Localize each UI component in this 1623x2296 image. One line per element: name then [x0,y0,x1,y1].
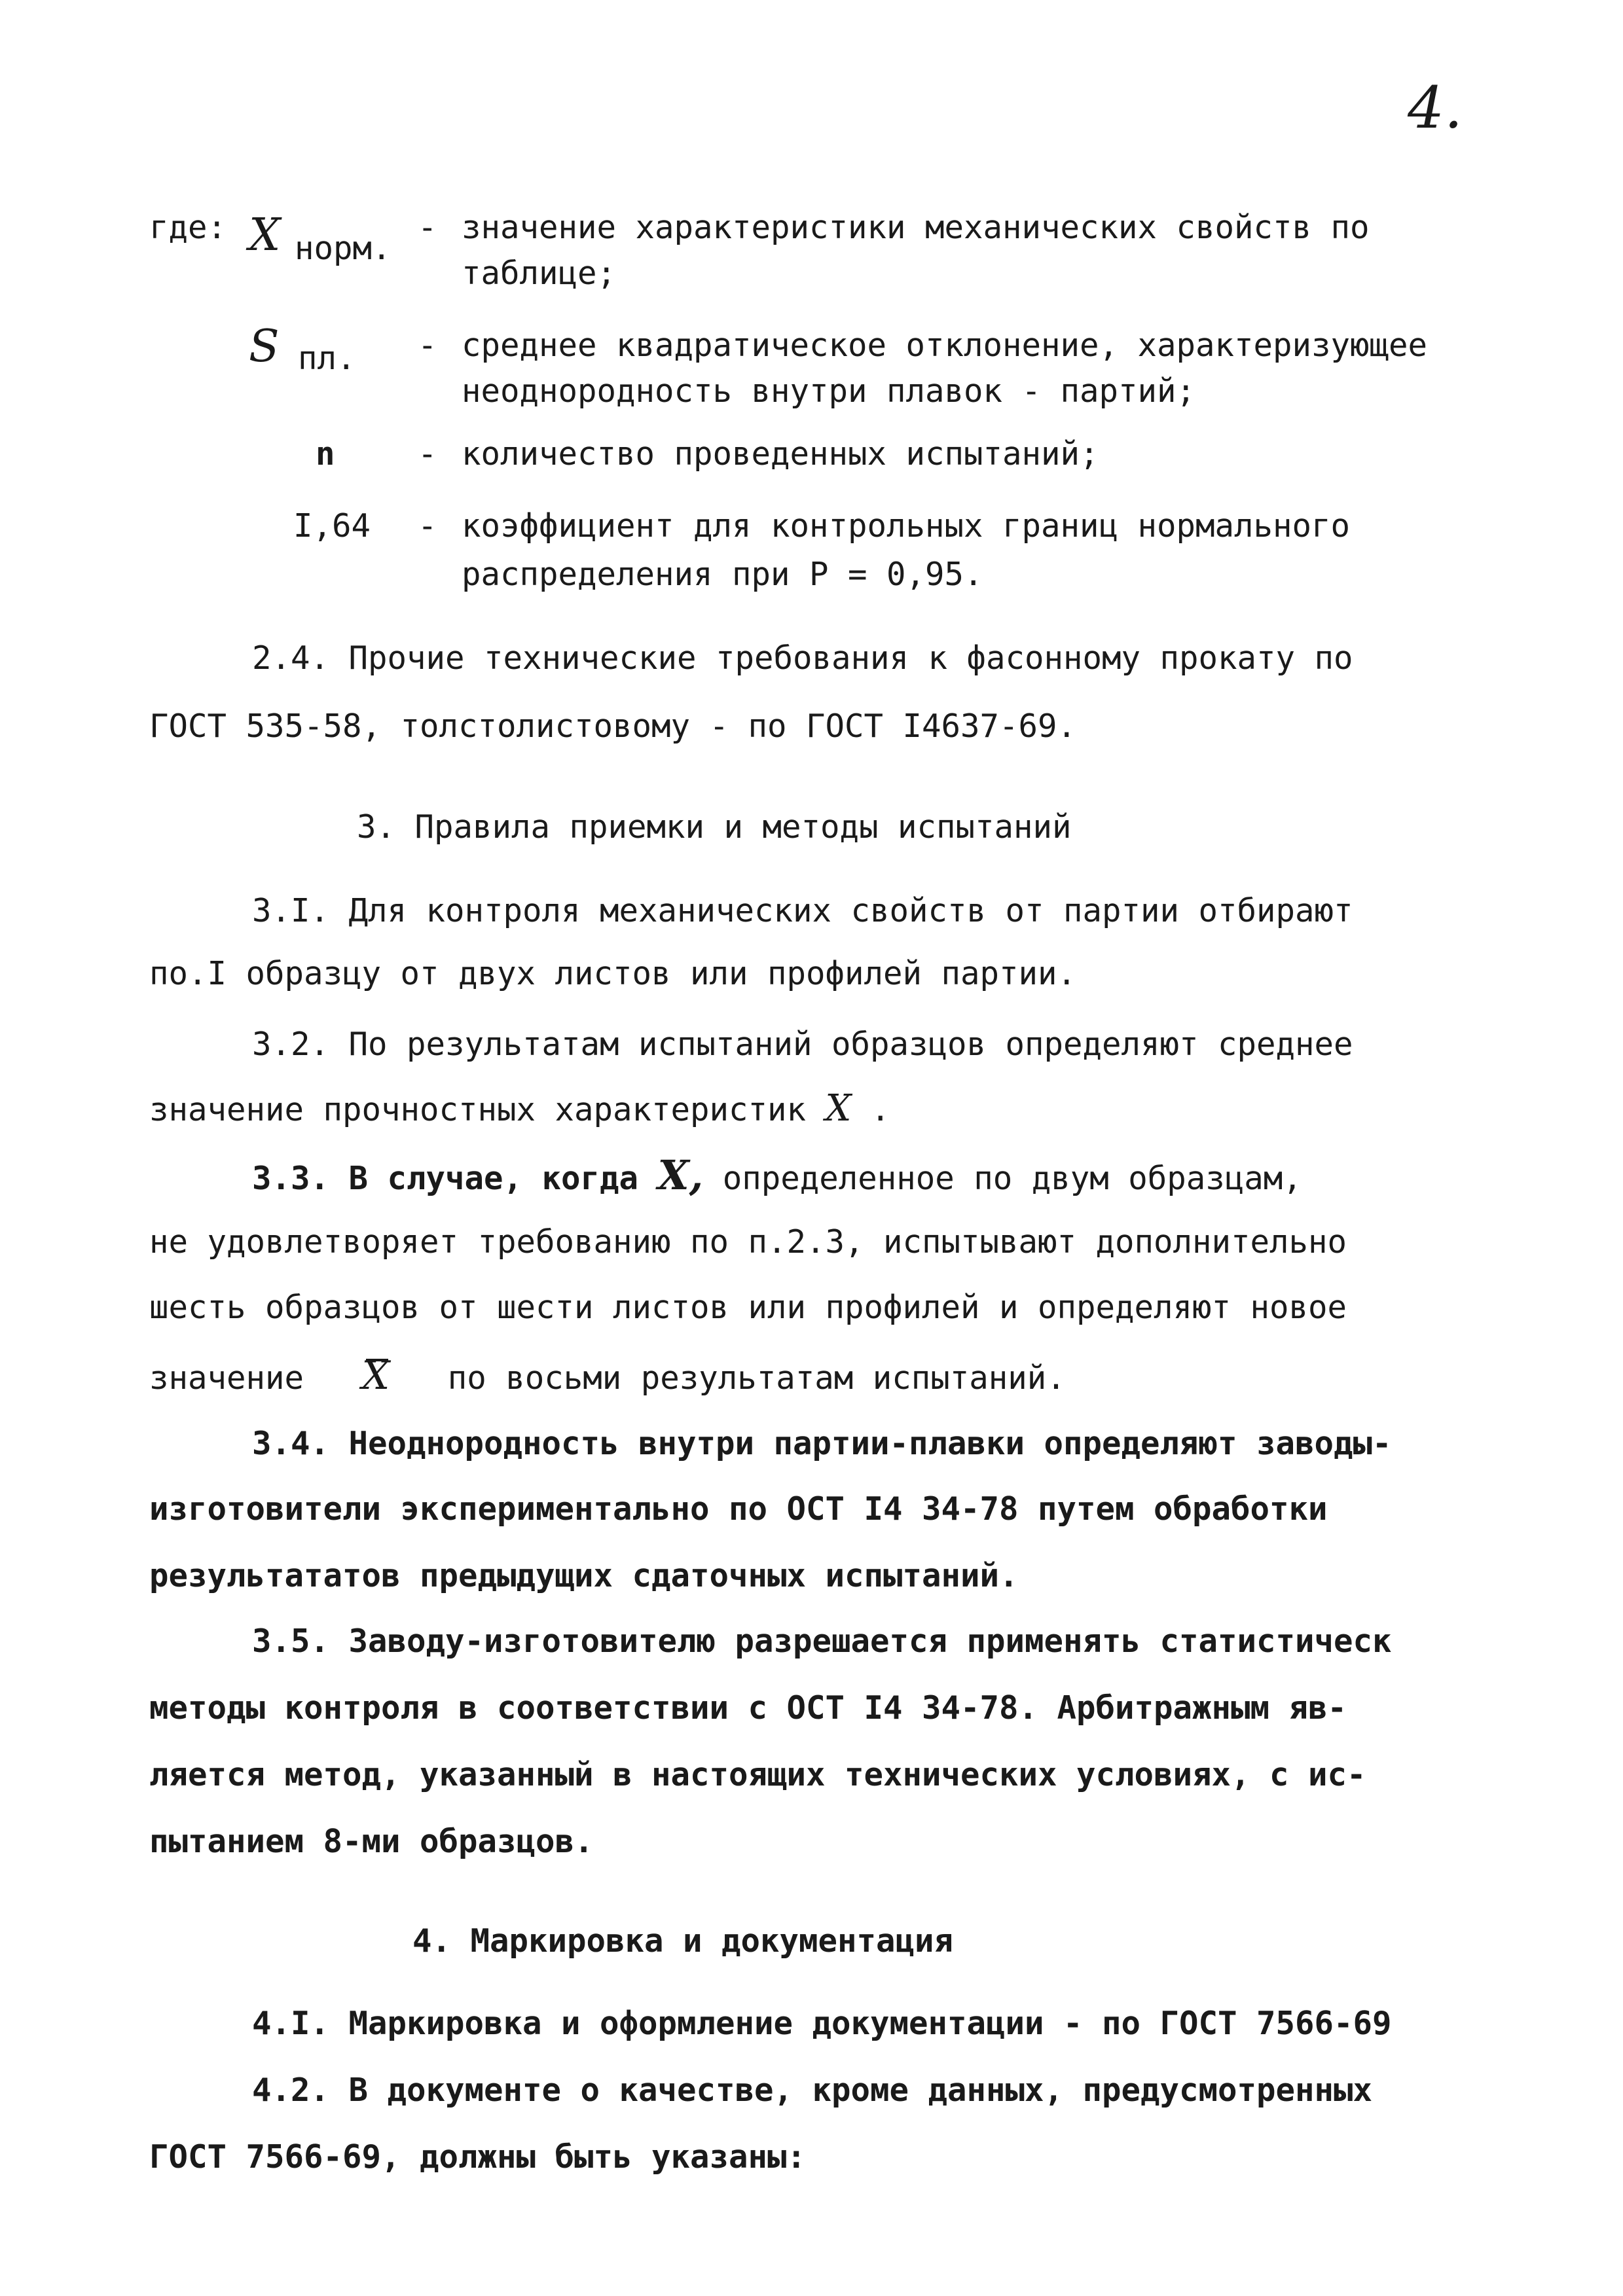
legend-dash: - [418,327,437,364]
paragraph-3-4-line: 3.4. Неоднородность внутри партии-плавки определяют заводы- [252,1425,1392,1462]
legend-text-line: распределения при Р = 0,95. [462,556,983,593]
legend-symbol-n: n [316,435,335,473]
legend-text-line: коэффициент для контрольных границ нормального [462,507,1351,545]
section-3-title: 3. Правила приемки и методы испытаний [357,808,1072,846]
legend-symbol-s: S [249,321,280,372]
paragraph-3-3-line: не удовлетворяет требованию по п.2.3, испытывают дополнительно [149,1223,1347,1261]
legend-dash: - [418,209,437,246]
paragraph-3-4-line: результататов предыдущих сдаточных испытаний. [149,1557,1019,1594]
paragraph-3-1-line: по.I образцу от двух листов или профилей партии. [149,955,1077,992]
legend-suffix-norm: норм. [295,230,392,267]
legend-text-line: среднее квадратическое отклонение, характеризующее [462,327,1428,364]
paragraph-3-2-line: 3.2. По результатам испытаний образцов определяют среднее [252,1026,1353,1063]
legend-dash: - [418,507,437,545]
legend-text-line: количество проведенных испытаний; [462,435,1099,473]
legend-coefficient: I,64 [293,507,371,545]
paragraph-3-5-line: пытанием 8-ми образцов. [149,1823,594,1860]
legend-text-line: таблице; [462,255,617,292]
paragraph-3-4-line: изготовители экспериментально по ОСТ I4 34-78 путем обработки [149,1490,1328,1528]
legend-symbol-x: X [249,209,281,261]
legend-text-line: неоднородность внутри плавок - партий; [462,372,1196,410]
paragraph-3-5-line: ляется метод, указанный в настоящих технических условиях, с ис- [149,1756,1366,1793]
paragraph-3-5-line: 3.5. Заводу-изготовителю разрешается применять статистическ [252,1623,1392,1660]
paragraph-3-2-line: значение прочностных характеристик X . [149,1087,890,1130]
paragraph-3-5-line: методы контроля в соответствии с ОСТ I4 34-78. Арбитражным яв- [149,1689,1347,1727]
symbol-x: X, [657,1151,704,1199]
section-4-title: 4. Маркировка и документация [412,1922,954,1960]
page-number: 4. [1408,74,1463,141]
legend-text-line: значение характеристики механических свойств по [462,209,1370,246]
paragraph-2-4-line: ГОСТ 535-58, толстолистовому - по ГОСТ I4637-69. [149,708,1077,745]
legend-suffix-pl: пл. [298,340,356,377]
symbol-x: X [825,1087,852,1130]
paragraph-3-3-line: 3.3. В случае, когда X, определенное по двум образцам, [252,1151,1302,1199]
paragraph-4-1: 4.I. Маркировка и оформление документации - по ГОСТ 7566-69 [252,2005,1392,2042]
legend-dash: - [418,435,437,473]
paragraph-3-3-line: значение X по восьми результатам испытаний. [149,1353,1066,1399]
paragraph-2-4-line: 2.4. Прочие технические требования к фасонному прокату по [252,639,1353,677]
paragraph-3-3-line: шесть образцов от шести листов или профилей и определяют новое [149,1289,1347,1326]
where-label: где: [149,209,227,246]
paragraph-3-1-line: 3.I. Для контроля механических свойств от партии отбирают [252,892,1353,929]
paragraph-4-2-line: ГОСТ 7566-69, должны быть указаны: [149,2138,807,2176]
symbol-x-bar: X [361,1353,390,1399]
paragraph-4-2-line: 4.2. В документе о качестве, кроме данных, предусмотренных [252,2072,1373,2109]
